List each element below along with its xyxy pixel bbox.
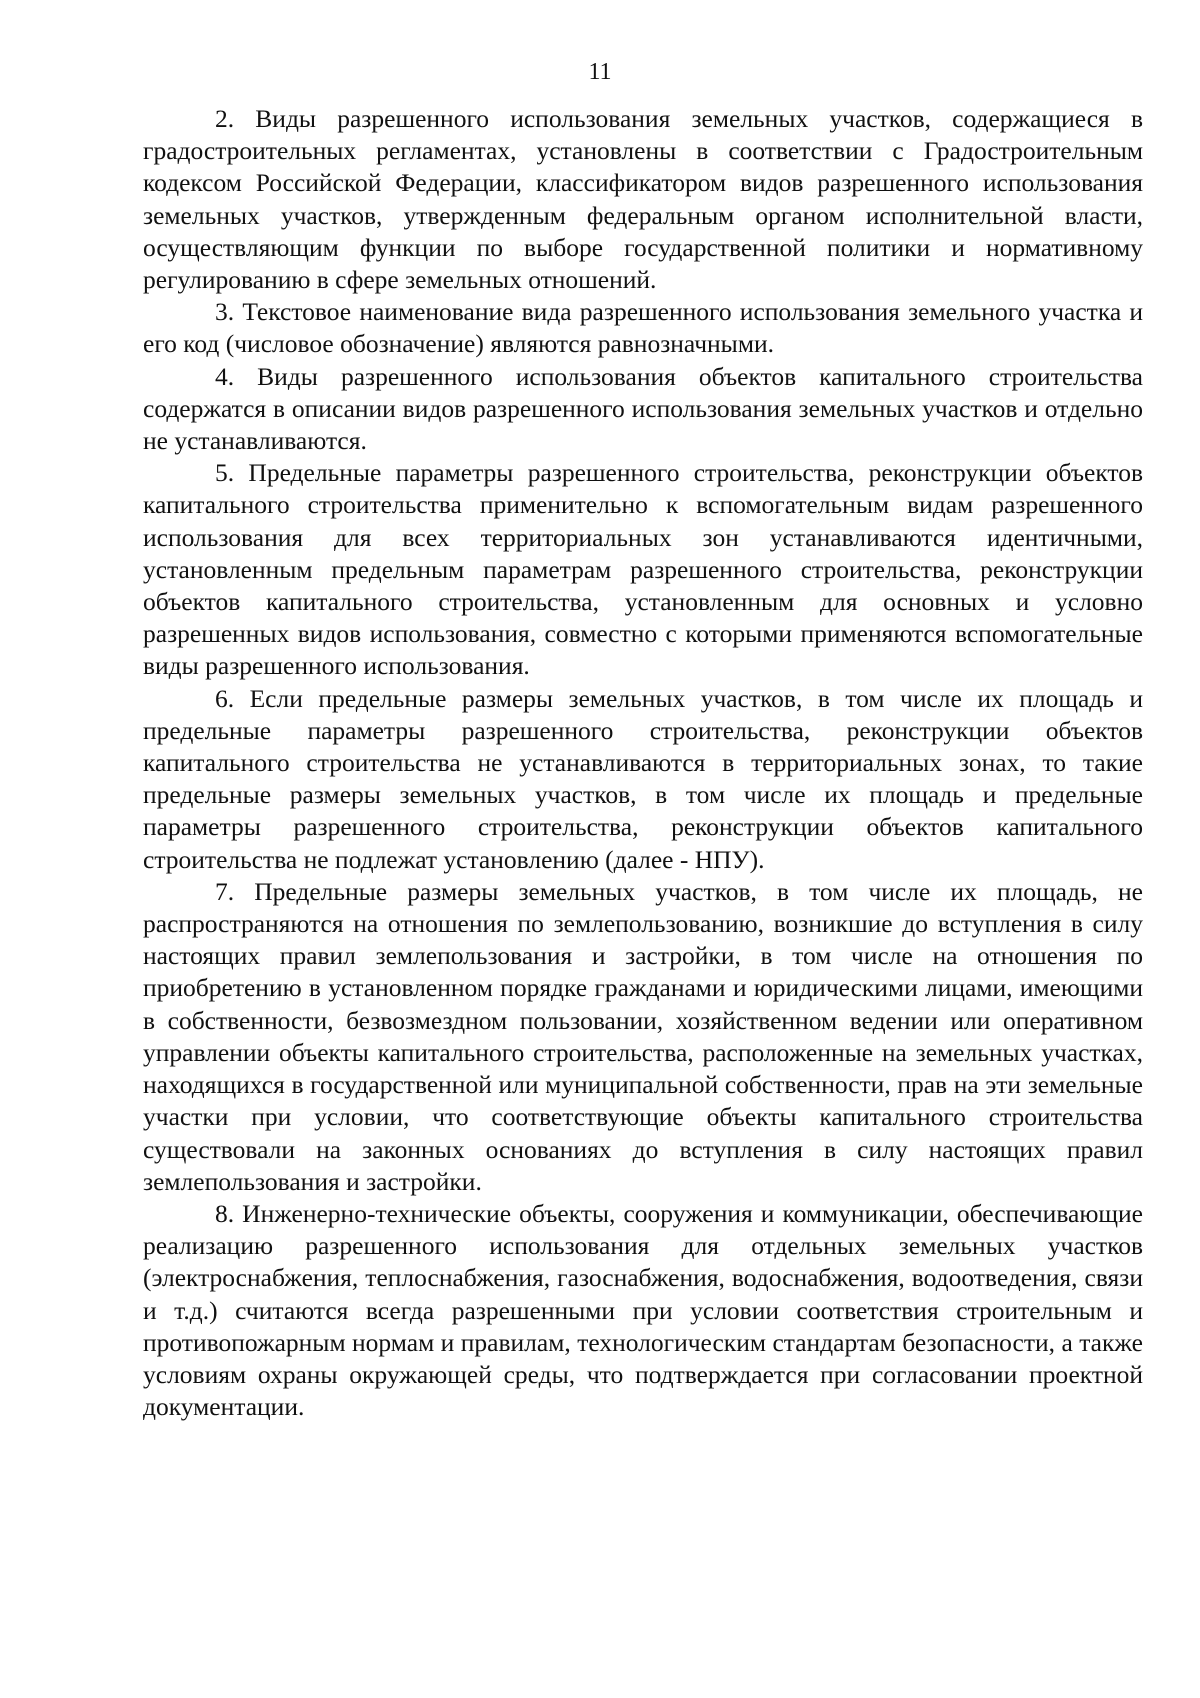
page-number: 11 — [588, 59, 612, 85]
paragraph-7: 7. Предельные размеры земельных участков, в том числе их площадь, не распространяются на отношения по землепользованию, возникшие до вступления в силу настоящих правил землепользования и застройки, в том числе на отношения по приобретению в установленном порядке гражданами и юридическими лицами, имеющими в собственности, безвозмездном пользовании, хозяйственном ведении или оперативном управлении объекты капитального строительства, расположенные на земельных участках, находящихся в государственной или муниципальной собственности, прав на эти земельные участки при условии, что соответствующие объекты капитального строительства существовали на законных основаниях до вступления в силу настоящих правил землепользования и застройки. — [143, 876, 1143, 1196]
paragraph-8: 8. Инженерно-технические объекты, сооружения и коммуникации, обеспечивающие реализацию разрешенного использования для отдельных земельных участков (электроснабжения, теплоснабжения, газоснабжения, водоснабжения, водоотведения, связи и т.д.) считаются всегда разрешенными при условии соответствия строительным и противопожарным нормам и правилам, технологическим стандартам безопасности, а также условиям охраны окружающей среды, что подтверждается при согласовании проектной документации. — [143, 1198, 1143, 1422]
paragraph-4: 4. Виды разрешенного использования объектов капитального строительства содержатся в описании видов разрешенного использования земельных участков и отдельно не устанавливаются. — [143, 361, 1143, 456]
paragraph-6: 6. Если предельные размеры земельных участков, в том числе их площадь и предельные параметры разрешенного строительства, реконструкции объектов капитального строительства не устанавливаются в территориальных зонах, то такие предельные размеры земельных участков, в том числе их площадь и предельные параметры разрешенного строительства, реконструкции объектов капитального строительства не подлежат установлению (далее - НПУ). — [143, 683, 1143, 874]
document-body — [143, 103, 1143, 1423]
paragraph-3: 3. Текстовое наименование вида разрешенного использования земельного участка и его код (числовое обозначение) являются равнозначными. — [143, 297, 1143, 359]
paragraph-5: 5. Предельные параметры разрешенного строительства, реконструкции объектов капитального строительства применительно к вспомогательным видам разрешенного использования для всех территориальных зон устанавливаются идентичными, установленным предельным параметрам разрешенного строительства, реконструкции объектов капитального строительства, установленным для основных и условно разрешенных видов использования, совместно с которыми применяются вспомогательные виды разрешенного использования. — [143, 458, 1143, 681]
paragraph-2: 2. Виды разрешенного использования земельных участков, содержащиеся в градостроительных регламентах, установлены в соответствии с Градостроительным кодексом Российской Федерации, классификатором видов разрешенного использования земельных участков, утвержденным федеральным органом исполнительной власти, осуществляющим функции по выборе государственной политики и нормативному регулированию в сфере земельных отношений. — [143, 104, 1143, 295]
